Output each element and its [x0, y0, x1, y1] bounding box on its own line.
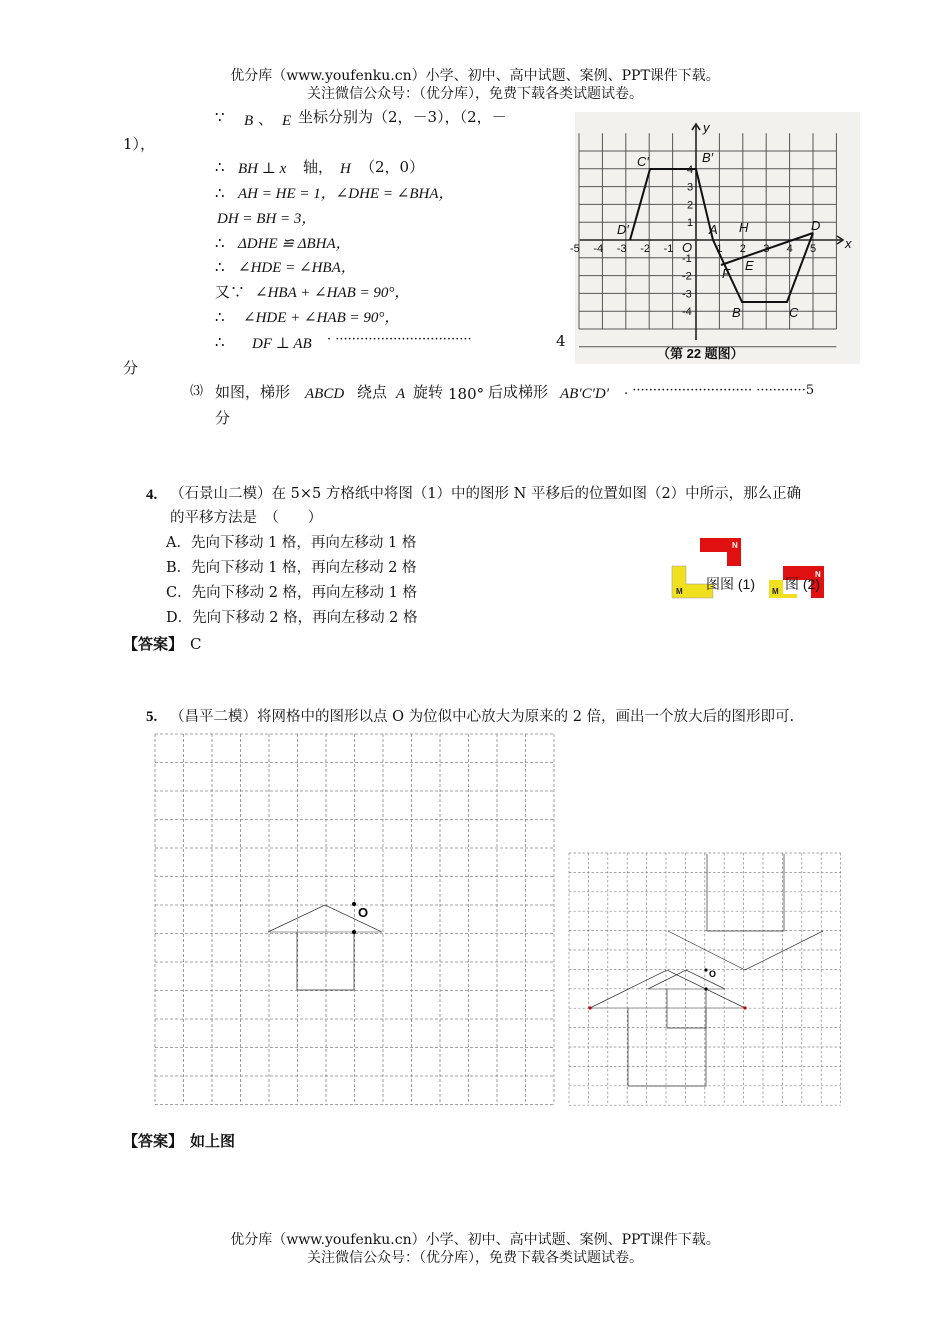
label-O-2: O [709, 969, 717, 979]
q5-grid-original [154, 733, 554, 1105]
q4-figure [668, 534, 833, 604]
math: A [396, 386, 406, 402]
label-B: B [732, 305, 741, 320]
text: 分 [215, 409, 231, 427]
text: （2，0） [360, 158, 425, 176]
text: 后成梯形 [488, 383, 549, 401]
math: ∠HDE + ∠HAB = 90°， [243, 310, 400, 326]
label-H: H [739, 220, 749, 235]
math: 180° [448, 385, 485, 403]
x-tick-label: -3 [616, 243, 627, 255]
x-tick-label: -4 [593, 243, 604, 255]
label-M-2: M [772, 587, 779, 596]
text: 如图，梯形 [215, 383, 291, 401]
y-tick-label: 1 [687, 217, 694, 230]
q5-number: 5. [146, 709, 158, 725]
math: AB′C′D′ [560, 386, 610, 402]
because-symbol: ∵ [215, 108, 225, 126]
x-tick-label: -1 [663, 243, 674, 255]
dot-leader: . ····························· ············5 [624, 383, 815, 398]
y-tick-label: -2 [682, 270, 692, 283]
label-B1: B′ [702, 150, 714, 165]
math: ABCD [305, 386, 345, 402]
y-tick-label: -4 [682, 306, 692, 319]
label-F: F [722, 266, 730, 281]
inverted-house-body [707, 854, 784, 931]
x-tick-label: 1 [716, 243, 723, 255]
figure-22-caption: （第 22 题图） [657, 346, 744, 361]
text: 坐标分别为（2，－3），（2，－ [298, 108, 507, 126]
fig-label-1: 图图 (1) [706, 576, 755, 592]
label-N: N [732, 541, 738, 550]
math: BH ⊥ x [238, 161, 287, 177]
label-A: A [709, 222, 718, 237]
x-tick-label: 5 [810, 243, 817, 255]
q5-answer: 如上图 [190, 1132, 236, 1150]
text: 绕点 [357, 383, 388, 401]
fig-label-2: 图 (2) [785, 576, 820, 592]
label-C1: C′ [637, 154, 649, 169]
math-H: H [340, 161, 351, 177]
house-body [297, 932, 354, 990]
inverted-house-roof [668, 931, 823, 970]
therefore-symbol: ∴ [215, 258, 225, 276]
vertex-dot-2 [704, 987, 707, 990]
therefore-symbol: ∴ [215, 234, 225, 252]
scan-background [575, 112, 860, 364]
x-tick-label: -5 [570, 243, 580, 255]
math-B: B [244, 113, 254, 129]
q4-answer: C [190, 635, 202, 653]
text: 1）， [123, 135, 156, 153]
text: 又∵ [215, 283, 246, 301]
text: 、 [258, 110, 274, 128]
text: 分 [123, 359, 139, 377]
x-tick-label: 4 [786, 243, 793, 255]
q5-answer-label: 【答案】 [123, 1132, 184, 1150]
footer-line-2: 关注微信公众号：（优分库），免费下载各类试题试卷。 [307, 1250, 643, 1266]
axis-y-label: y [703, 120, 710, 135]
q4-option-c: C．先向下移动 2 格，再向左移动 1 格 [166, 585, 417, 601]
label-N-2: N [815, 570, 821, 579]
y-tick-label: 2 [687, 199, 694, 212]
y-tick-label: -3 [682, 288, 692, 301]
label-O: O [358, 905, 369, 920]
x-tick-label: -2 [640, 243, 650, 255]
q4-option-a: A．先向下移动 1 格，再向左移动 1 格 [166, 535, 417, 551]
math-E: E [282, 113, 292, 129]
header-line-2: 关注微信公众号：（优分库），免费下载各类试题试卷。 [307, 86, 643, 102]
figure-22-graph [570, 112, 860, 364]
label-M: M [676, 587, 683, 596]
text: 旋转 [413, 383, 444, 401]
label-C: C [789, 305, 799, 320]
therefore-symbol: ∴ [215, 308, 225, 326]
math: ΔDHE ≌ ΔBHA， [238, 236, 351, 252]
y-tick-label: 4 [687, 163, 694, 176]
q4-text-2: 的平移方法是 （ ） [170, 510, 323, 526]
header-line-1: 优分库（www.youfenku.cn）小学、初中、高中试题、案例、PPT课件下载。 [230, 68, 720, 84]
origin-label: O [682, 240, 693, 255]
footer-line-1: 优分库（www.youfenku.cn）小学、初中、高中试题、案例、PPT课件下载。 [230, 1232, 720, 1248]
math: DH = BH = 3， [217, 211, 317, 227]
score: 4 [556, 332, 566, 350]
q4-option-d: D．先向下移动 2 格，再向左移动 2 格 [166, 610, 418, 626]
text: 轴， [303, 158, 334, 176]
y-tick-label: -1 [682, 252, 692, 265]
point-O-2 [704, 968, 707, 971]
vertex-red-right [743, 1006, 746, 1009]
axis-x-label: x [845, 236, 852, 251]
math: ∠HBA + ∠HAB = 90°， [255, 285, 410, 301]
q4-text-1: （石景山二模）在 5×5 方格纸中将图（1）中的图形 N 平移后的位置如图（2）中所示，那么正确 [170, 486, 802, 502]
q4-number: 4. [146, 487, 158, 503]
vertex-red-left [588, 1006, 591, 1009]
label-D1: D′ [617, 222, 629, 237]
q5-grid-answer [568, 852, 844, 1108]
math: ∠HDE = ∠HBA， [238, 260, 356, 276]
y-tick-label: 3 [687, 181, 694, 194]
dot-leader: · ································· [327, 332, 472, 347]
q4-answer-label: 【答案】 [123, 635, 184, 653]
therefore-symbol: ∴ [215, 333, 225, 351]
therefore-symbol: ∴ [215, 184, 225, 202]
math: DF ⊥ AB [252, 336, 312, 352]
math: AH = HE = 1，∠DHE = ∠BHA， [238, 186, 454, 202]
q4-option-b: B．先向下移动 1 格，再向左移动 2 格 [166, 560, 417, 576]
vertex-dot [352, 930, 356, 934]
x-tick-label: 3 [763, 243, 770, 255]
x-tick-label: 2 [739, 243, 746, 255]
q5-text: （昌平二模）将网格中的图形以点 O 为位似中心放大为原来的 2 倍，画出一个放大后的图形即可. [170, 709, 795, 725]
label-E: E [745, 258, 754, 273]
label-D: D [811, 218, 821, 233]
therefore-symbol: ∴ [215, 158, 225, 176]
item-number: ⑶ [190, 384, 204, 399]
point-O [352, 902, 356, 906]
